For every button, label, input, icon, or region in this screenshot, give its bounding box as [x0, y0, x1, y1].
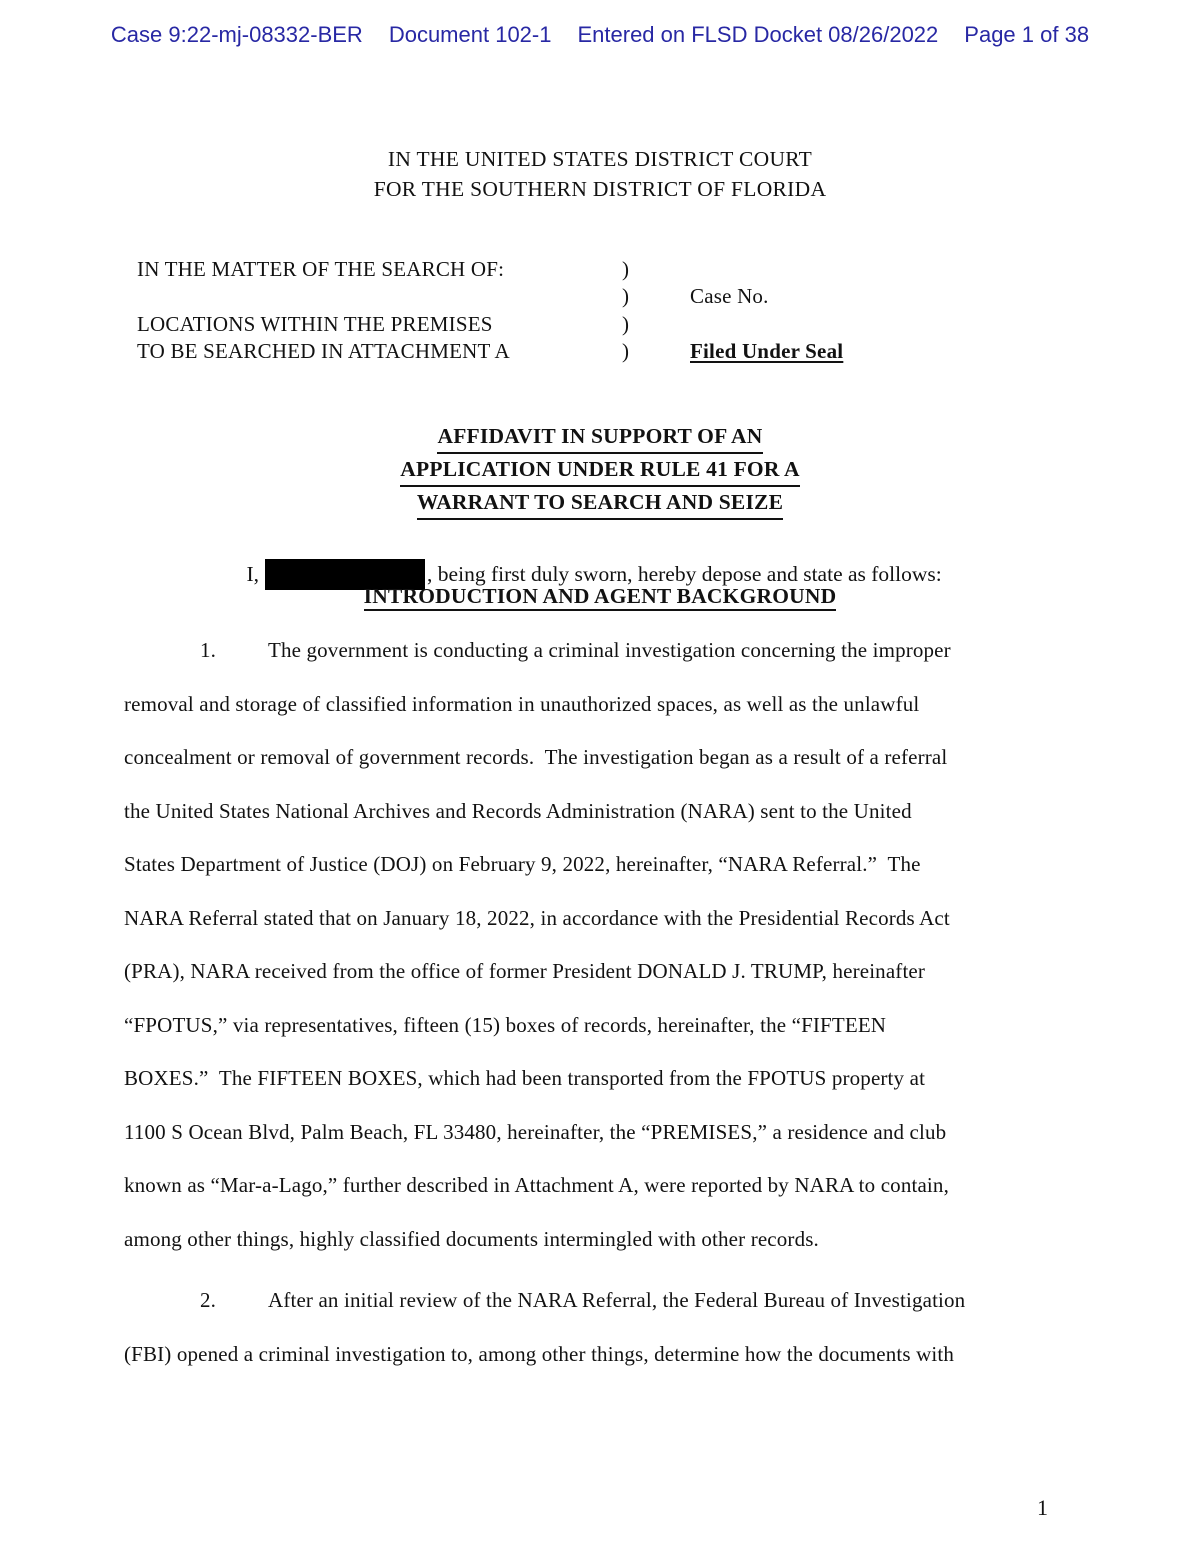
ecf-entered-date: Entered on FLSD Docket 08/26/2022	[577, 22, 939, 47]
section-heading: INTRODUCTION AND AGENT BACKGROUND	[0, 584, 1200, 611]
ecf-case-number: Case 9:22-mj-08332-BER	[110, 22, 363, 47]
body-line: the United States National Archives and Records Administration (NARA) sent to the United	[124, 798, 912, 823]
caption-left-line: IN THE MATTER OF THE SEARCH OF:	[137, 257, 505, 281]
body-line: among other things, highly classified documents intermingled with other records.	[124, 1226, 819, 1251]
ecf-page-count: Page 1 of 38	[964, 22, 1090, 47]
caption-left-line: TO BE SEARCHED IN ATTACHMENT A	[137, 339, 510, 364]
caption-left-line: LOCATIONS WITHIN THE PREMISES	[137, 311, 493, 336]
affidavit-body	[124, 624, 1054, 1381]
court-heading	[0, 144, 1200, 204]
affidavit-title-line3: WARRANT TO SEARCH AND SEIZE	[417, 487, 783, 520]
filed-under-seal-label: Filed Under Seal	[690, 339, 844, 364]
affidavit-title-line2: APPLICATION UNDER RULE 41 FOR A	[400, 454, 799, 487]
paragraph-2	[124, 1274, 1054, 1381]
paragraph-number: 1.	[200, 638, 217, 662]
court-heading-line2: FOR THE SOUTHERN DISTRICT OF FLORIDA	[373, 177, 827, 201]
body-line: (PRA), NARA received from the office of former President DONALD J. TRUMP, hereinafter	[124, 959, 926, 983]
paragraph-1	[124, 624, 1054, 1266]
caption-paren: )	[622, 339, 630, 364]
caption-paren: )	[622, 311, 630, 336]
page-number: 1	[1037, 1495, 1048, 1520]
ecf-stamp	[0, 22, 1200, 48]
body-line: (FBI) opened a criminal investigation to, among other things, determine how the documents with	[124, 1341, 955, 1366]
caption-left-line	[137, 283, 622, 310]
court-heading-line1: IN THE UNITED STATES DISTRICT COURT	[387, 147, 813, 171]
ecf-document-number: Document 102-1	[388, 22, 552, 47]
body-line: NARA Referral stated that on January 18, 2022, in accordance with the Presidential Records Act	[124, 905, 950, 930]
body-line: 1. The government is conducting a criminal investigation concerning the improper	[124, 624, 1054, 678]
body-line: concealment or removal of government records. The investigation began as a result of a referral	[124, 745, 948, 769]
body-line: 1100 S Ocean Blvd, Palm Beach, FL 33480, hereinafter, the “PREMISES,” a residence and club	[124, 1119, 947, 1144]
case-caption	[137, 256, 950, 366]
body-line: “FPOTUS,” via representatives, fifteen (15) boxes of records, hereinafter, the “FIFTEEN	[124, 1012, 887, 1037]
affidavit-title	[0, 421, 1200, 520]
body-line: removal and storage of classified information in unauthorized spaces, as well as the unlawful	[124, 691, 920, 716]
paragraph-number: 2.	[200, 1288, 217, 1312]
body-line: States Department of Justice (DOJ) on February 9, 2022, hereinafter, “NARA Referral.” The	[124, 852, 921, 876]
caption-paren: )	[622, 257, 630, 281]
caption-paren: )	[622, 284, 630, 309]
body-line: BOXES.” The FIFTEEN BOXES, which had been transported from the FPOTUS property at	[124, 1066, 926, 1090]
affidavit-title-line1: AFFIDAVIT IN SUPPORT OF AN	[437, 421, 762, 454]
sworn-prefix: I,	[246, 562, 260, 586]
body-line: 2. After an initial review of the NARA Referral, the Federal Bureau of Investigation	[124, 1274, 1054, 1328]
case-no-label: Case No.	[690, 284, 769, 309]
body-line: known as “Mar-a-Lago,” further described in Attachment A, were reported by NARA to contain,	[124, 1173, 949, 1197]
sworn-suffix: , being first duly sworn, hereby depose and state as follows:	[427, 562, 942, 586]
